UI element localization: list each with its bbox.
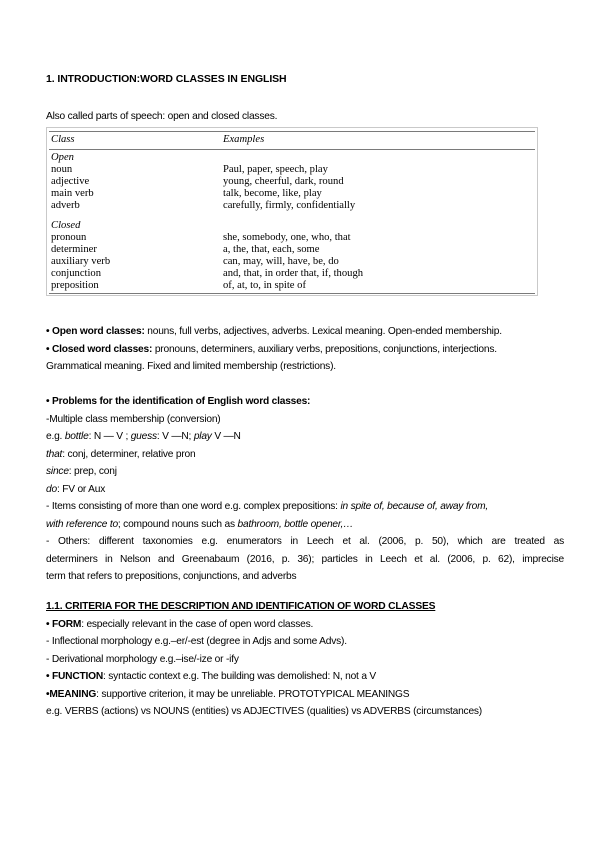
inflectional-line: - Inflectional morphology e.g.–er/-est (degree in Adjs and some Advs). xyxy=(46,636,347,647)
do-example-line: do: FV or Aux xyxy=(46,483,106,495)
classes-paragraph xyxy=(46,323,564,376)
table-row: determiner a, the, that, each, some xyxy=(51,244,320,255)
prototypical-example-line: e.g. VERBS (actions) vs NOUNS (entities) vs ADJECTIVES (qualities) vs ADVERBS (circumstances) xyxy=(46,706,482,717)
column-header-examples: Examples xyxy=(223,134,265,145)
table-top-rule xyxy=(49,131,535,132)
section-heading: 1. INTRODUCTION:WORD CLASSES IN ENGLISH xyxy=(46,73,287,85)
problems-paragraph xyxy=(46,393,564,586)
meaning-line: •MEANING: supportive criterion, it may be unreliable. PROTOTYPICAL MEANINGS xyxy=(46,688,410,700)
group-label-closed: Closed xyxy=(51,220,81,231)
others-line-1: - Others: different taxonomies e.g. enumerators in Leech et al. (2006, p. 50), which are treated as xyxy=(46,536,564,547)
intro-text: Also called parts of speech: open and closed classes. xyxy=(46,111,278,122)
problems-title: • Problems for the identification of English word classes: xyxy=(46,396,311,407)
criteria-heading: 1.1. CRITERIA FOR THE DESCRIPTION AND IDENTIFICATION OF WORD CLASSES xyxy=(46,601,436,612)
table-row: preposition of, at, to, in spite of xyxy=(51,280,306,291)
others-line-2: determiners in Nelson and Greenabaum (2016, p. 36); particles in Leech et al. (2006, p. 62), imprecise xyxy=(46,553,564,565)
table-row: adjective young, cheerful, dark, round xyxy=(51,176,344,187)
others-line-3: term that refers to prepositions, conjunctions, and adverbs xyxy=(46,571,297,582)
multiword-items-line: - Items consisting of more than one word e.g. complex prepositions: in spite of, because of, away from, xyxy=(46,501,489,512)
closed-classes-line-2: Grammatical meaning. Fixed and limited membership (restrictions). xyxy=(46,361,336,372)
multiword-items-line-2: with reference to; compound nouns such as bathroom, bottle opener,… xyxy=(46,518,354,530)
closed-classes-line: • Closed word classes: pronouns, determiners, auxiliary verbs, prepositions, conjunctions, interjections. xyxy=(46,343,497,355)
that-example-line: that: conj, determiner, relative pron xyxy=(46,448,196,460)
form-line: • FORM: especially relevant in the case of open word classes. xyxy=(46,618,314,630)
table-row: pronoun she, somebody, one, who, that xyxy=(51,232,351,243)
column-header-class: Class xyxy=(51,134,75,145)
derivational-line: - Derivational morphology e.g.–ise/-ize or -ify xyxy=(46,653,239,665)
multiple-class-line: -Multiple class membership (conversion) xyxy=(46,413,221,425)
table-bottom-rule xyxy=(49,293,535,294)
table-header-rule xyxy=(49,149,535,150)
table-row: conjunction and, that, in order that, if, though xyxy=(51,268,364,279)
word-classes-table xyxy=(46,127,538,296)
since-example-line: since: prep, conj xyxy=(46,466,117,477)
table-row: main verb talk, become, like, play xyxy=(51,188,322,199)
table-row: auxiliary verb can, may, will, have, be, do xyxy=(51,256,339,267)
conversion-example-line: e.g. bottle: N — V ; guess: V —N; play V —N xyxy=(46,431,241,442)
group-label-open: Open xyxy=(51,152,74,163)
table-row: adverb carefully, firmly, confidentially xyxy=(51,200,356,211)
table-row: noun Paul, paper, speech, play xyxy=(51,164,328,175)
criteria-section xyxy=(46,598,564,721)
open-classes-line: • Open word classes: nouns, full verbs, adjectives, adverbs. Lexical meaning. Open-ended membership. xyxy=(46,326,502,337)
function-line: • FUNCTION: syntactic context e.g. The building was demolished: N, not a V xyxy=(46,671,377,682)
